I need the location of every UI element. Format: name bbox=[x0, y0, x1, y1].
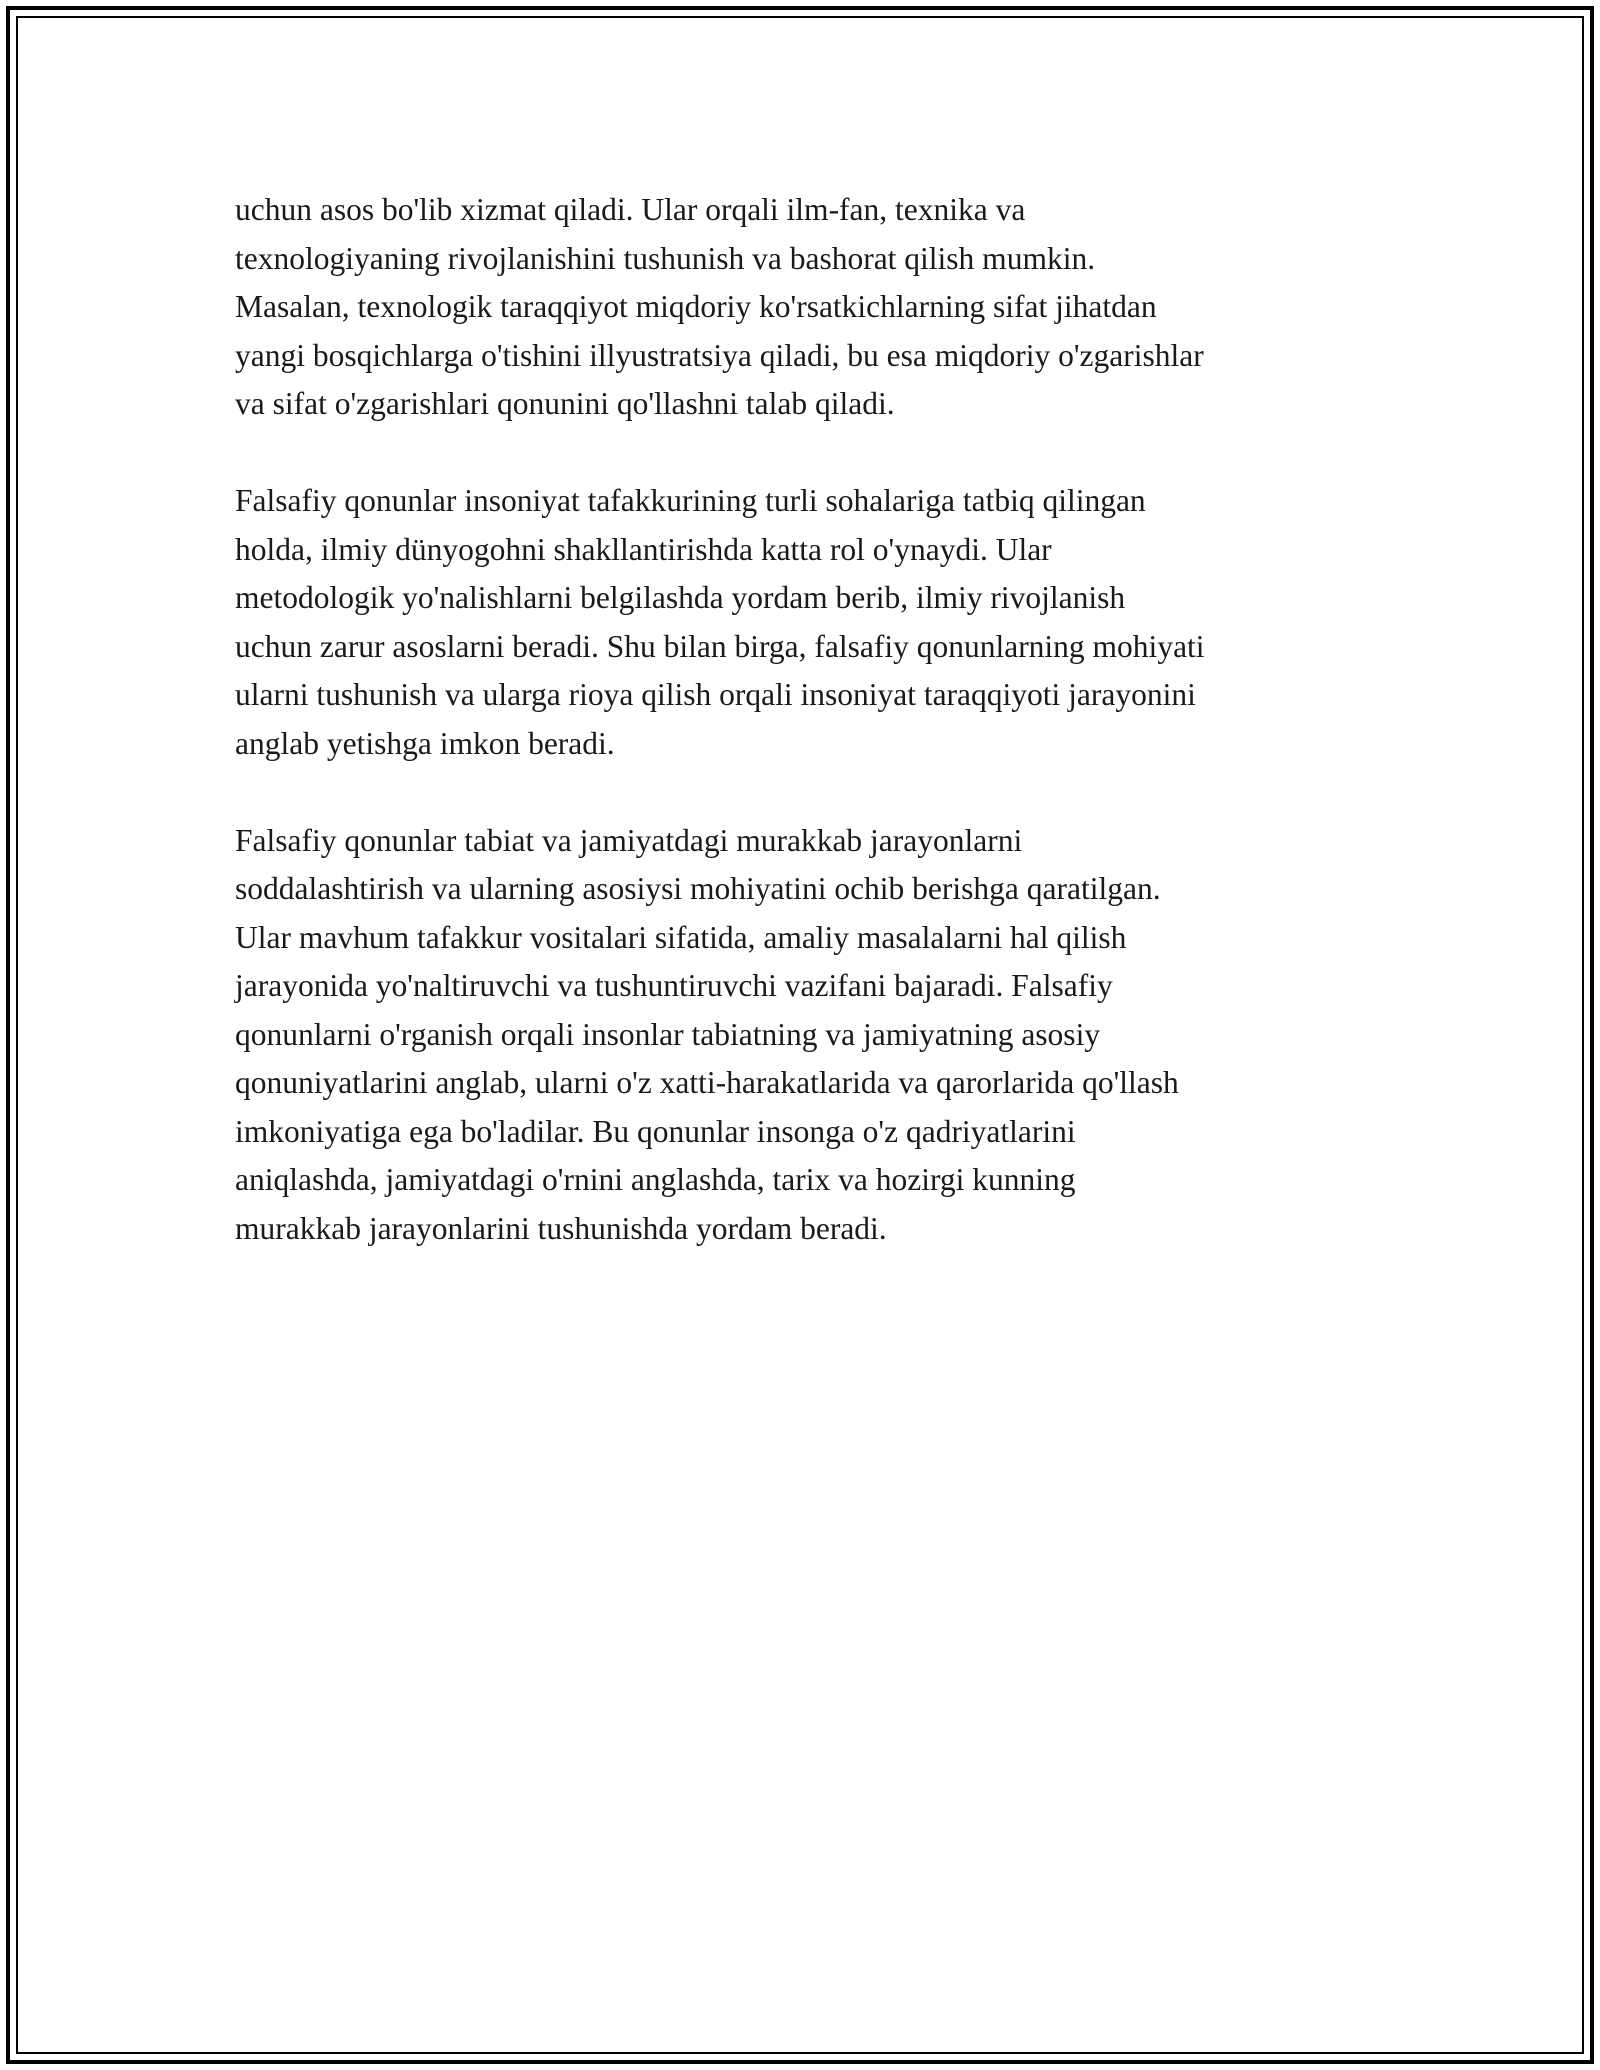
text-line: uchun zarur asoslarni beradi. Shu bilan birga, falsafiy qonunlarning mohiyati bbox=[235, 628, 1205, 664]
document-body bbox=[235, 186, 1400, 1302]
text-line: ularni tushunish va ularga rioya qilish orqali insoniyat taraqqiyoti jarayonini bbox=[235, 677, 1196, 712]
text-line: jarayonida yo'naltiruvchi va tushuntiruvchi vazifani bajaradi. Falsafiy bbox=[235, 968, 1113, 1003]
paragraph-1 bbox=[235, 186, 1400, 429]
text-line: qonuniyatlarini anglab, ularni o'z xatti-harakatlarida va qarorlarida qo'llash bbox=[235, 1065, 1179, 1100]
text-line: Masalan, texnologik taraqqiyot miqdoriy ko'rsatkichlarning sifat jihatdan bbox=[235, 289, 1157, 324]
text-line: holda, ilmiy dünyogohni shakllantirishda katta rol o'ynaydi. Ular bbox=[235, 531, 1052, 567]
paragraph-3 bbox=[235, 817, 1400, 1254]
text-line: Falsafiy qonunlar tabiat va jamiyatdagi murakkab jarayonlarni bbox=[235, 822, 1023, 858]
text-line: murakkab jarayonlarini tushunishda yordam beradi. bbox=[235, 1210, 887, 1246]
text-line: uchun asos bo'lib xizmat qiladi. Ular orqali ilm-fan, texnika va bbox=[235, 192, 1026, 227]
text-line: Ular mavhum tafakkur vositalari sifatida, amaliy masalalarni hal qilish bbox=[235, 919, 1127, 955]
text-line: soddalashtirish va ularning asosiysi mohiyatini ochib berishga qaratilgan. bbox=[235, 871, 1161, 906]
text-line: imkoniyatiga ega bo'ladilar. Bu qonunlar insonga o'z qadriyatlarini bbox=[235, 1113, 1076, 1149]
text-line: yangi bosqichlarga o'tishini illyustratsiya qiladi, bu esa miqdoriy o'zgarishlar bbox=[235, 337, 1204, 373]
text-line: metodologik yo'nalishlarni belgilashda yordam berib, ilmiy rivojlanish bbox=[235, 580, 1126, 615]
text-line: va sifat o'zgarishlari qonunini qo'llashni talab qiladi. bbox=[235, 386, 895, 421]
text-line: texnologiyaning rivojlanishini tushunish va bashorat qilish mumkin. bbox=[235, 240, 1096, 276]
text-line: anglab yetishga imkon beradi. bbox=[235, 725, 615, 761]
paragraph-2 bbox=[235, 477, 1400, 768]
text-line: aniqlashda, jamiyatdagi o'rnini anglashda, tarix va hozirgi kunning bbox=[235, 1162, 1076, 1197]
text-line: qonunlarni o'rganish orqali insonlar tabiatning va jamiyatning asosiy bbox=[235, 1016, 1101, 1052]
text-line: Falsafiy qonunlar insoniyat tafakkurining turli sohalariga tatbiq qilingan bbox=[235, 483, 1146, 518]
